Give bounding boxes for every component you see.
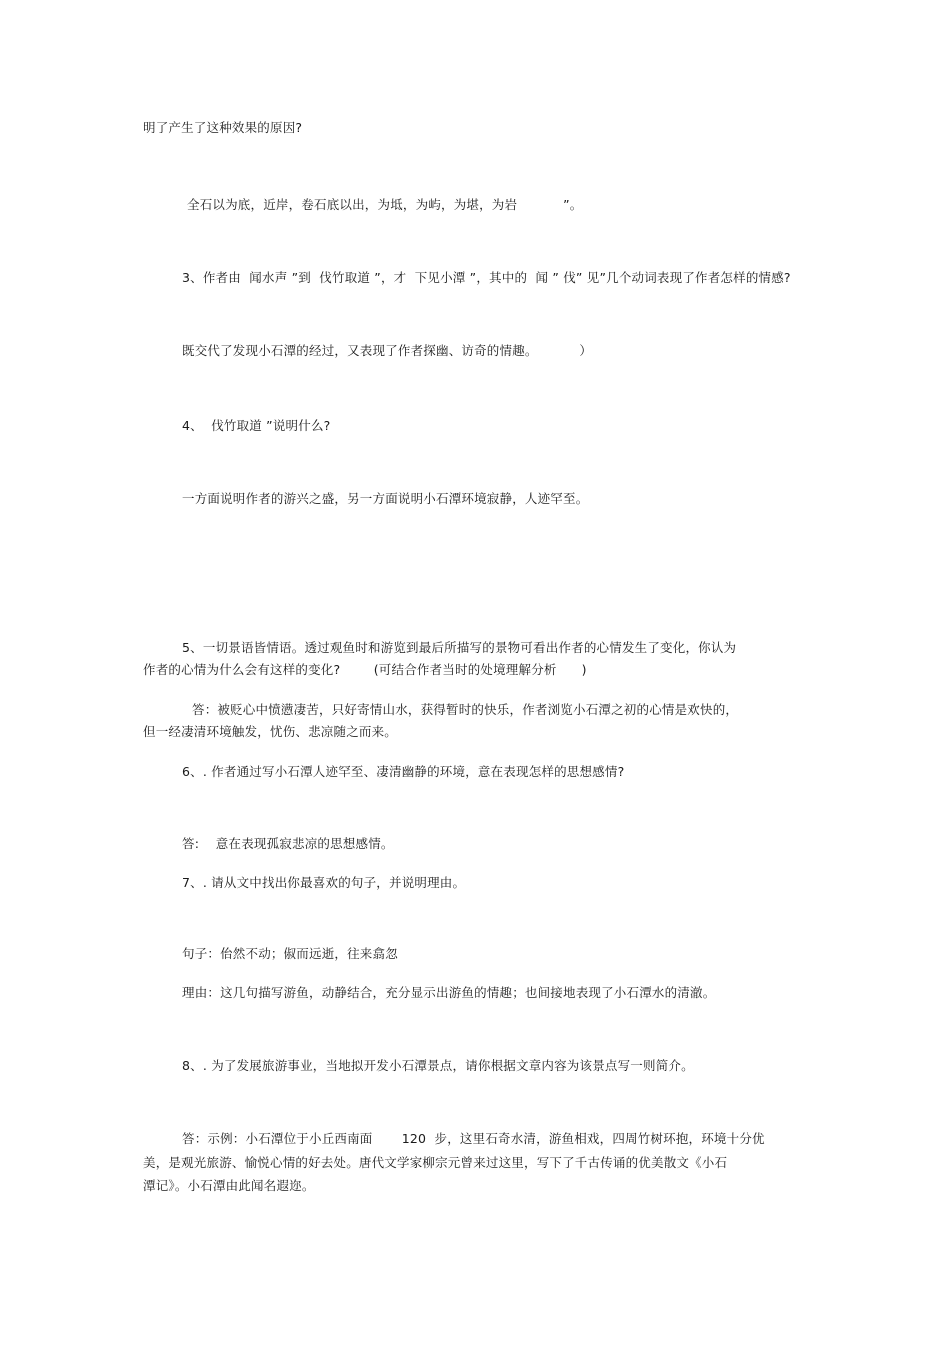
question-5-line-2: 作者的心情为什么会有这样的变化? (可结合作者当时的处境理解分析 ) (143, 662, 587, 677)
question-3: 3、作者由 闻水声 ”到 伐竹取道 ”，才 下见小潭 ”，其中的 闻 ” 伐” 见”几个动词表现了作者怎样的情感? (182, 270, 791, 285)
question-5-line-1: 5、一切景语皆情语。透过观鱼时和游览到最后所描写的景物可看出作者的心情发生了变化，你认为 (182, 640, 737, 655)
answer-7-reason: 理由：这几句描写游鱼，动静结合，充分显示出游鱼的情趣；也间接地表现了小石潭水的清澈。 (182, 985, 716, 1000)
question-7: 7、. 请从文中找出你最喜欢的句子，并说明理由。 (182, 875, 466, 890)
answer-5-line-2: 但一经凄清环境触发，忧伤、悲凉随之而来。 (143, 724, 398, 739)
question-8: 8、. 为了发展旅游事业，当地拟开发小石潭景点，请你根据文章内容为该景点写一则简介。 (182, 1058, 694, 1073)
answer-4: 一方面说明作者的游兴之盛，另一方面说明小石潭环境寂静，人迹罕至。 (182, 491, 589, 506)
answer-8-line-1: 答：示例：小石潭位于小丘西南面 120 步，这里石奇水清，游鱼相戏，四周竹树环抱，环境十分优 (182, 1131, 765, 1146)
question-4: 4、 伐竹取道 ”说明什么? (182, 418, 331, 433)
answer-8-line-2: 美，是观光旅游、愉悦心情的好去处。唐代文学家柳宗元曾来过这里，写下了千古传诵的优美散文《小石 (143, 1155, 728, 1170)
question-6: 6、. 作者通过写小石潭人迹罕至、凄清幽静的环境，意在表现怎样的思想感情? (182, 764, 625, 779)
answer-6: 答: 意在表现孤寂悲凉的思想感情。 (182, 836, 394, 851)
answer-7-sentence: 句子：佁然不动；俶而远逝，往来翕忽 (182, 946, 398, 961)
answer-8-line-3: 潭记》。小石潭由此闻名遐迩。 (143, 1178, 315, 1193)
text-line-continuation: 明了产生了这种效果的原因? (143, 120, 303, 135)
answer-5-line-1: 答：被贬心中愤懑凄苦，只好寄情山水，获得暂时的快乐，作者浏览小石潭之初的心情是欢快的， (192, 702, 739, 717)
answer-line-2: 全石以为底，近岸，卷石底以出，为坻，为屿，为堪，为岩 ”。 (187, 197, 583, 212)
answer-3: 既交代了发现小石潭的经过，又表现了作者探幽、访奇的情趣。 ） (182, 343, 593, 358)
